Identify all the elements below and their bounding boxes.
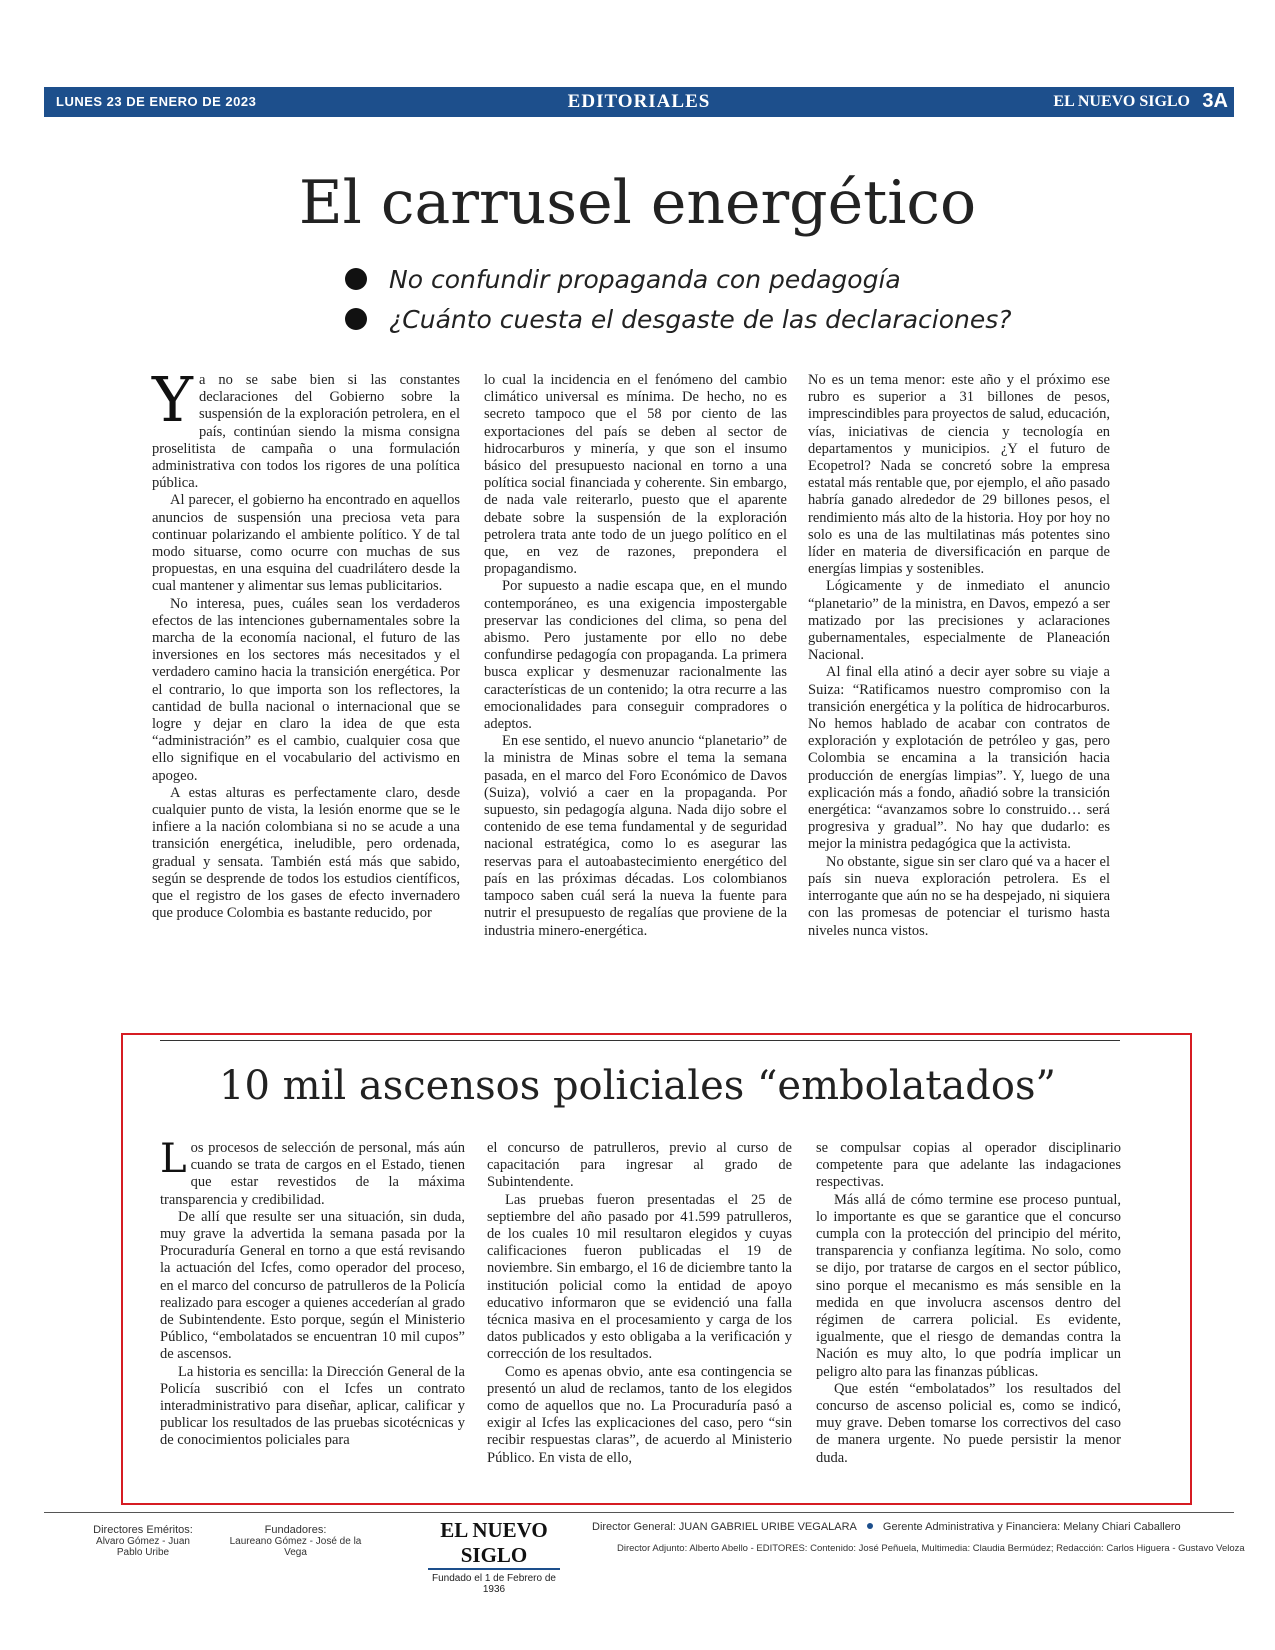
page-number: 3A [1202,90,1228,112]
founded-date: Fundado el 1 de Febrero de 1936 [432,1573,556,1595]
editorial1-deck-item [345,305,1065,334]
deck-text: No confundir propaganda con pedagogía [389,265,901,294]
issue-date: LUNES 23 DE ENERO DE 2023 [56,94,257,109]
paragraph: Más allá de cómo termine ese proceso puntual, lo importante es que se garantice que el concurso cumpla con la protección del principio del mérito, transparencia y confianza legítima. No solo, como se dijo, por tratarse de cargos en el sector público, sino porque el mecanismo es más sensible en la medida en que involucra ascensos dentro del régimen de carrera policial. Es evidente, igualmente, que el riesgo de demandas contra la Nación es muy alto, lo que podría implicar un peligro alto para las finanzas públicas. [816,1191,1121,1380]
footer-directores [88,1524,198,1558]
editorial1-headline: El carrusel energético [298,168,977,238]
divider [160,1040,1120,1041]
footer-logo [428,1518,560,1595]
editorial1-column-1 [152,363,460,923]
fundadores-label: Fundadores: [264,1524,327,1536]
footer-logo-name: EL NUEVO SIGLO [428,1518,560,1570]
fundadores-names: Laureano Gómez - José de la Vega [229,1536,362,1558]
paragraph: No obstante, sigue sin ser claro qué va a hacer el país sin nueva exploración petrolera. Es el interrogante que aún no se ha despejado, ni siquiera con las promesas de potenciar el turismo hasta niveles nunca vistos. [808,853,1110,939]
footer-fundadores [228,1524,363,1558]
editorial2-headline: 10 mil ascensos policiales “embolatados” [219,1063,1056,1109]
dropcap: Y [152,363,193,436]
paragraph: No es un tema menor: este año y el próximo ese rubro es superior a 31 billones de pesos, imprescindibles para proyectos de salud, educación, vías, iniciativas de ciencia y tecnología en departamentos y municipios. ¿Y el futuro de Ecopetrol? Nada se concretó sobre la empresa estatal más rentable que, por ejemplo, el año pasado habría ganado alrededor de 29 billones pesos, el rendimiento más alto de la historia. Hoy por hoy no solo es una de las multilatinas más potentes sino líder en materia de diversificación en parque de energías limpias y sostenibles. [808,372,1110,578]
editorial1-column-3 [808,372,1110,940]
masthead-name: EL NUEVO SIGLO [1053,93,1190,110]
editorial2-column-2 [487,1140,792,1467]
paragraph: Al parecer, el gobierno ha encontrado en aquellos anuncios de suspensión una preciosa veta para continuar polarizando el ambiente político. Y de tal modo situarse, como ocurre con muchas de sus propuestas, en una esquina del cuadrilátero desde la cual mantener y alimentar sus lemas publicitarios. [152,492,460,595]
directores-names: Alvaro Gómez - Juan Pablo Uribe [96,1536,190,1558]
gerente: Gerente Administrativa y Financiera: Melany Chiari Caballero [882,1521,1181,1533]
header-bar [44,87,1234,117]
paragraph: En ese sentido, el nuevo anuncio “planetario” de la ministra de Minas sobre el tema la semana pasada, en el marco del Foro Económico de Davos (Suiza), volvió a caer en la propaganda. Por supuesto, sin pedagogía alguna. Nada dijo sobre el contenido de ese tema fundamental y de seguridad nacional estratégica, como lo es asegurar las reservas para el autoabastecimiento energético del país en las próximas décadas. Los colombianos tampoco saben cuál será la nueva la fuente para nutrir el presupuesto de regalías que proviene de la industria minero-energética. [484,733,787,939]
paragraph: La historia es sencilla: la Dirección General de la Policía suscribió con el Icfes un contrato interadministrativo para diseñar, aplicar, calificar y publicar los resultados de las pruebas sicotécnicas y de conocimientos policiales para [160,1363,465,1449]
paragraph: Las pruebas fueron presentadas el 25 de septiembre del año pasado por 41.599 patrulleros, de los cuales 10 mil resultaron elegidos y cuyas calificaciones fueron publicadas el 19 de noviembre. Sin embargo, el 16 de diciembre tanto la institución policial como la entidad de apoyo educativo informaron que se evidenció una falla técnica masiva en el procesamiento y carga de los datos publicados y esto obligaba a la verificación y corrección de los resultados. [487,1191,792,1363]
paragraph: Que estén “embolatados” los resultados del concurso de ascenso policial es, como se indicó, muy grave. Deben tomarse los correctivos del caso de manera urgente. No puede persistir la menor duda. [816,1380,1121,1466]
director-general: Director General: JUAN GABRIEL URIBE VEGALARA [592,1521,857,1533]
paragraph: lo cual la incidencia en el fenómeno del cambio climático universal es mínima. De hecho, no es secreto tampoco que el 58 por ciento de las exportaciones del país se deben al sector de hidrocarburos y minería, y que son el insumo básico del presupuesto nacional en torno a una política social financiada y coherente. Sin embargo, de nada vale reiterarlo, puesto que el aparente debate sobre la suspensión de la exploración petrolera trata ante todo de un juego político en el que, en vez de razones, prepondera el propagandismo. [484,372,787,578]
editorial1-column-2 [484,372,787,940]
footer-credits: Director Adjunto: Alberto Abello - EDITORES: Contenido: José Peñuela, Multimedia: Claudia Bermúdez; Redacción: Carlos Higuera - Gustavo Veloza [617,1543,1245,1554]
paragraph: Lógicamente y de inmediato el anuncio “planetario” de la ministra, en Davos, empezó a ser matizado por las precisiones y aclaraciones gubernamentales, especialmente de Planeación Nacional. [808,578,1110,664]
paragraph: os procesos de selección de personal, más aún cuando se trata de cargos en el Estado, tienen que estar revestidos de la máxima transparencia y credibilidad. [160,1140,465,1208]
footer-staff-line [592,1521,1181,1533]
paragraph: No interesa, pues, cuáles sean los verdaderos efectos de las intenciones gubernamentales sobre la marcha de la economía nacional, el futuro de las inversiones en los sectores más necesitados y el verdadero camino hacia la transición energética. Por el contrario, lo que importa son los reflectores, la cantidad de bulla nacional o internacional que se logre y dejar en claro la idea de que esta “administración” es el cambio, cualquier cosa que ello signifique en el vocabulario del activismo en apogeo. [152,595,460,784]
paragraph: A estas alturas es perfectamente claro, desde cualquier punto de vista, la lesión enorme que se le infiere a la nación colombiana si no se acude a una transición energética, ineludible, pero ordenada, gradual y sensata. También está más que sabido, según se desprende de todos los estudios científicos, que el registro de los gases de efecto invernadero que produce Colombia es bastante reducido, por [152,784,460,922]
dropcap: L [160,1136,187,1182]
paragraph: De allí que resulte ser una situación, sin duda, muy grave la advertida la semana pasada por la Procuraduría General en torno a que está revisando la actuación del Icfes, como operador del proceso, en el marco del concurso de patrulleros de la Policía realizado para escoger a quienes accederían al grado de Subintendente. Esto porque, según el Ministerio Público, “embolatados se encuentran 10 mil cupos” de ascensos. [160,1208,465,1363]
paragraph: el concurso de patrulleros, previo al curso de capacitación para ingresar al grado de Subintendente. [487,1140,792,1191]
deck-text: ¿Cuánto cuesta el desgaste de las declaraciones? [389,305,1012,334]
paragraph: Por supuesto a nadie escapa que, en el mundo contemporáneo, es una exigencia impostergable preservar las condiciones del clima, so pena del abismo. Pero justamente por ello no debe confundirse pedagogía con propaganda. La primera busca explicar y desmenuzar racionalmente las características de un contenido; la otra recurre a las emocionalidades para conseguir compradores o adeptos. [484,578,787,733]
directores-label: Directores Eméritos: [93,1524,193,1536]
paragraph: se compulsar copias al operador disciplinario competente para que adelante las indagaciones respectivas. [816,1140,1121,1191]
paragraph: a no se sabe bien si las constantes declaraciones del Gobierno sobre la suspensión de la exploración petrolera, en el país, continúan siendo la misma consigna proselitista de campaña o una formulación administrativa con todos los rigores de una política pública. [152,372,460,492]
editorial2-column-3 [816,1140,1121,1467]
bullet-icon [345,268,367,290]
section-title: EDITORIALES [567,91,711,112]
bullet-icon [345,308,367,330]
editorial1-deck-item [345,265,1065,294]
editorial2-column-1 [160,1136,465,1450]
paragraph: Al final ella atinó a decir ayer sobre su viaje a Suiza: “Ratificamos nuestro compromiso con la transición energética y la política de hidrocarburos. No hemos hablado de acabar con contratos de exploración y explotación de petróleo y gas, pero Colombia se encamina a la transición hacia producción de energías limpias”. Y, luego de una explicación más a fondo, añadió sobre la transición energética: “avanzamos sobre lo construido… será progresiva y gradual”. No hay que dudarlo: es mejor la ministra pedagógica que la activista. [808,664,1110,853]
footer-divider [44,1512,1234,1513]
separator-dot-icon [867,1523,873,1529]
paragraph: Como es apenas obvio, ante esa contingencia se presentó un alud de reclamos, tanto de los elegidos como de aquellos que no. La Procuraduría pasó a exigir al Icfes las explicaciones del caso, pero “sin recibir respuestas claras”, de acuerdo al Ministerio Público. En vista de ello, [487,1363,792,1466]
